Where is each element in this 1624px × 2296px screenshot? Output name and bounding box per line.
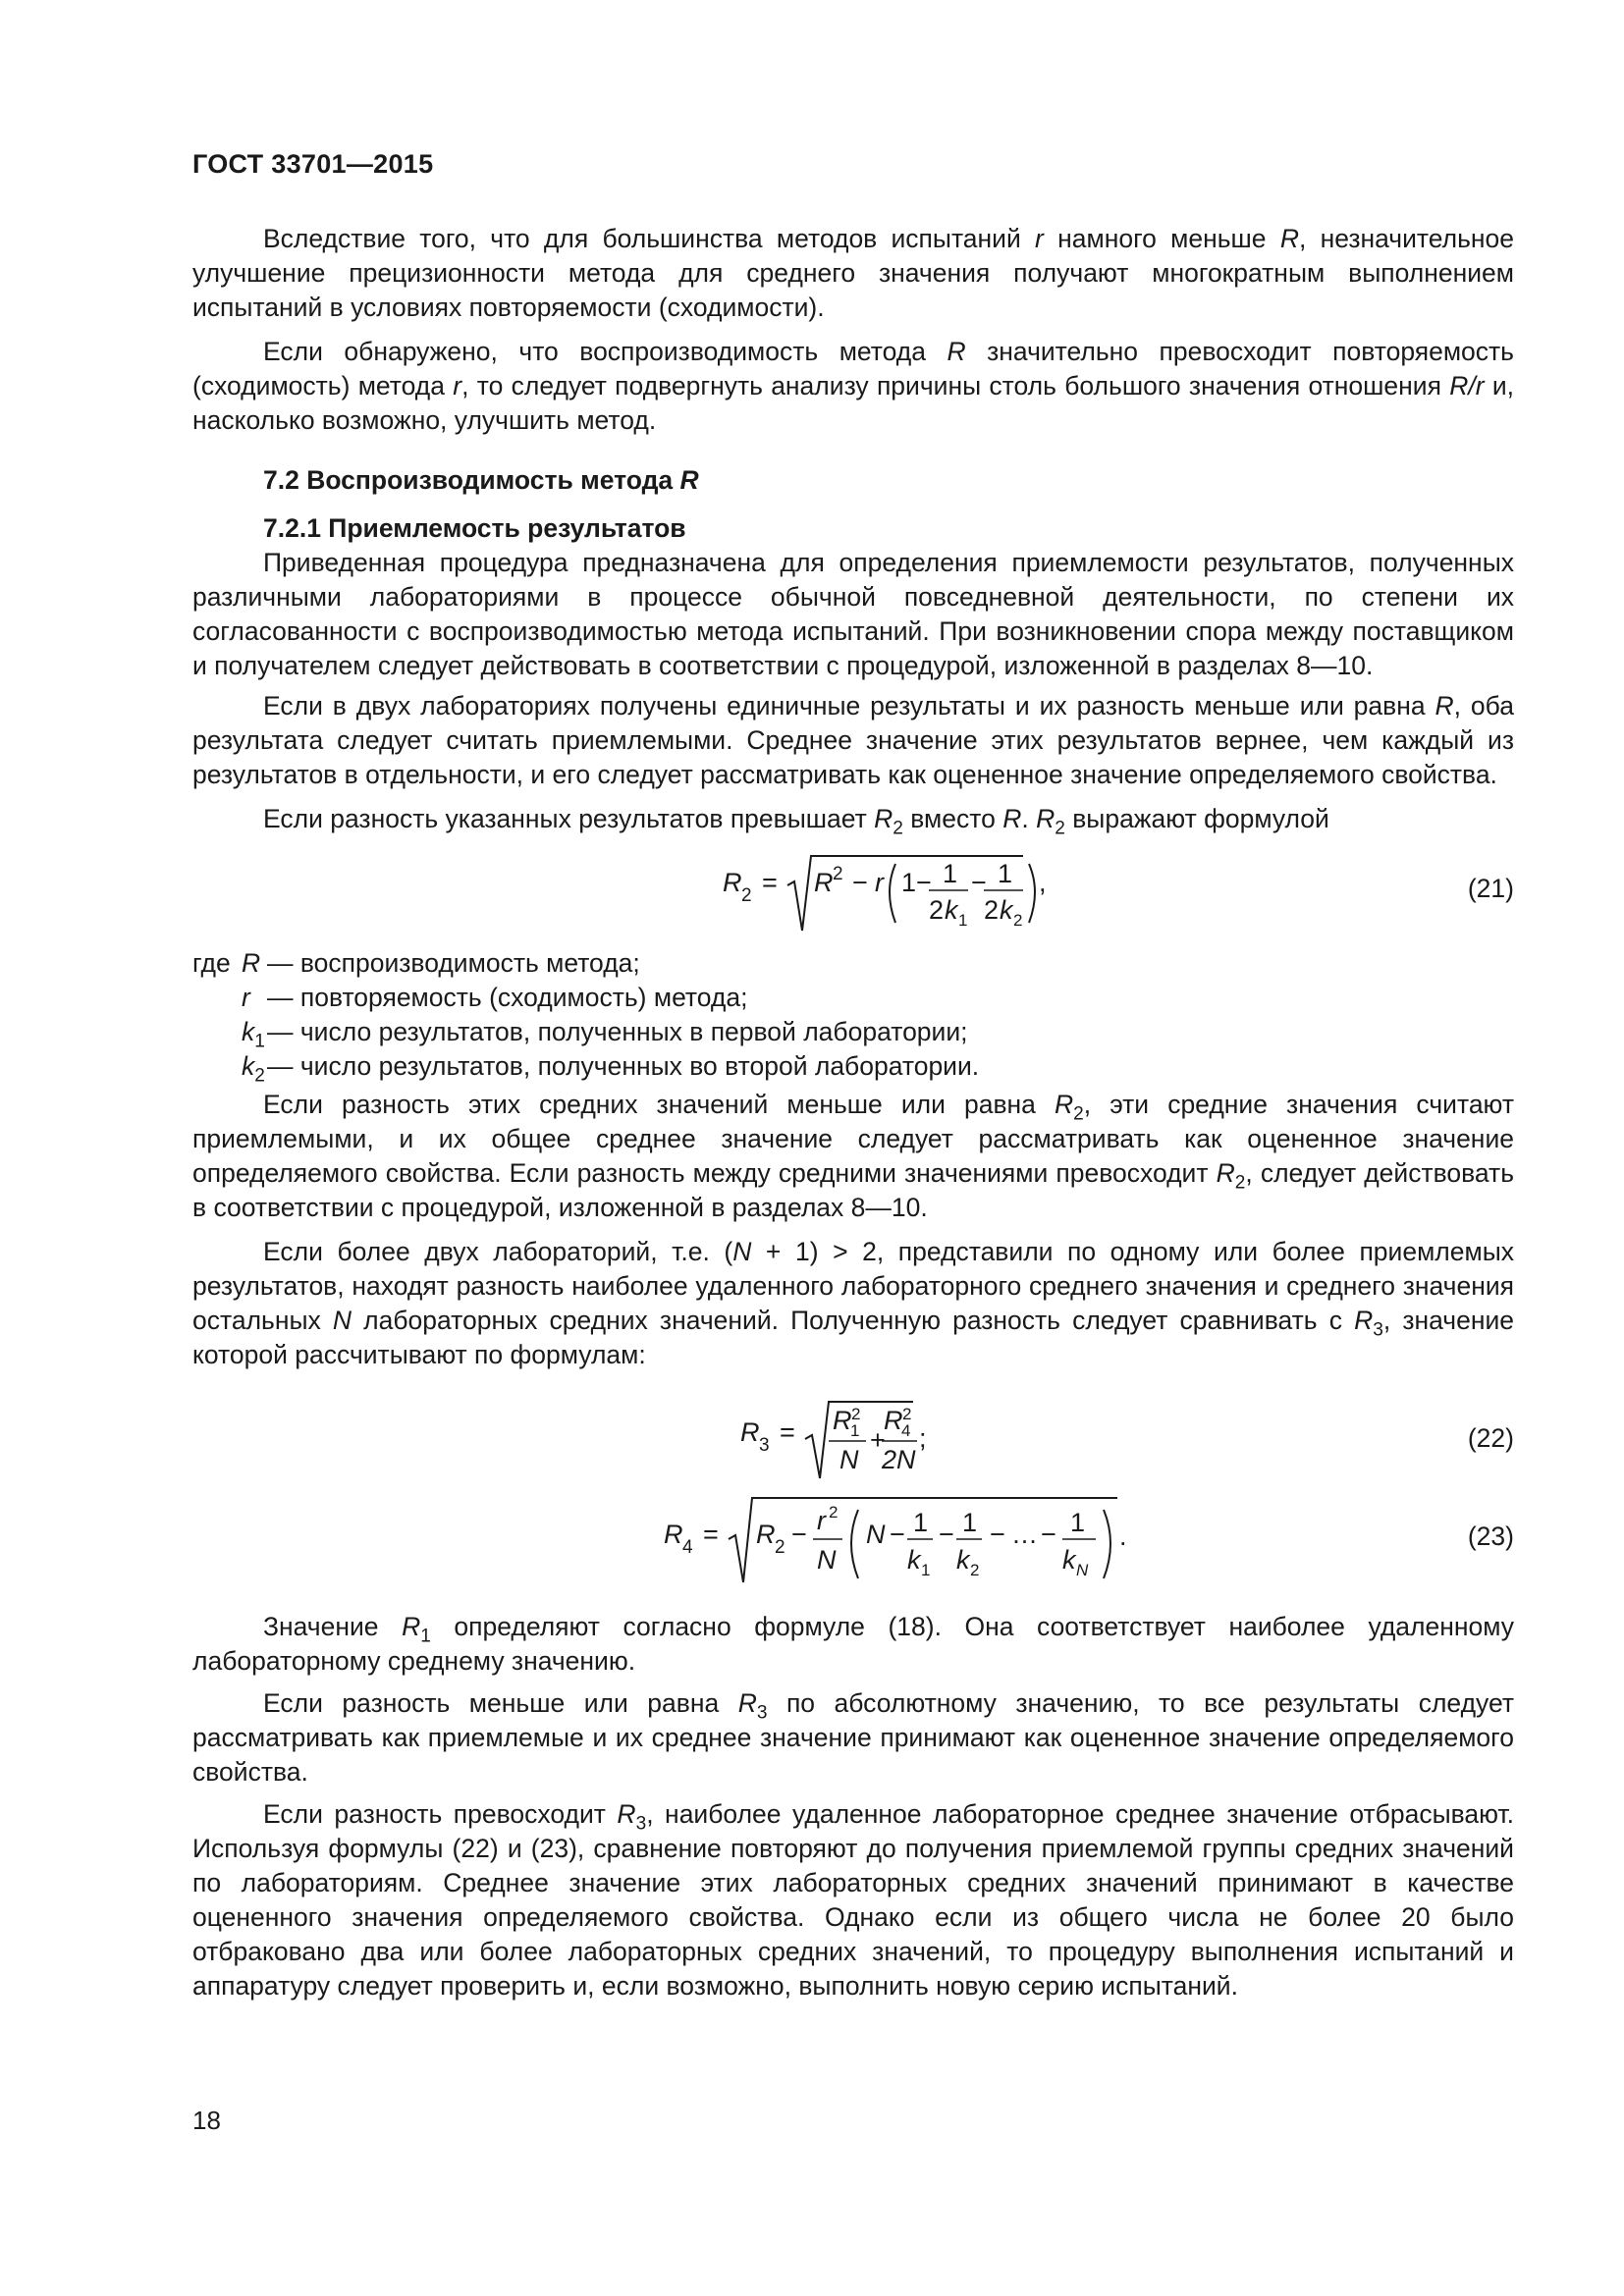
formula-minus: − — [990, 1520, 1005, 1549]
formula-23 — [192, 1492, 1514, 1584]
formula-semicolon: ; — [919, 1423, 927, 1453]
fraction-denominator: 2 — [984, 895, 1000, 925]
definition-row — [192, 1049, 1514, 1087]
fraction-numerator: 1 — [1070, 1508, 1086, 1537]
formula-exponent: 2 — [833, 864, 843, 884]
formula-exponent: 2 — [829, 1503, 839, 1522]
fraction-denominator: 2 — [929, 895, 945, 925]
subsection-heading: 7.2.1 Приемлемость результатов — [263, 513, 686, 543]
left-paren — [851, 1510, 858, 1578]
formula-number: 1 — [901, 868, 917, 897]
formula-equals: = — [703, 1520, 719, 1549]
definition-row — [192, 981, 1514, 1015]
paragraph: Вследствие того, что для большинства методов испытаний r намного меньше R, незначительное улучшение прецизионности метода для среднего значения получают многократным выполнением испытаний в условиях повторяемости (сходимости). — [192, 224, 1514, 322]
formula-sub: 2 — [775, 1537, 785, 1558]
left-paren — [890, 864, 895, 923]
fraction-numerator: R — [884, 1406, 903, 1435]
definition-symbol: $k_2$ — [242, 1051, 265, 1087]
formula-comma: , — [1039, 868, 1047, 897]
fraction-sub: 1 — [958, 911, 968, 930]
fraction-numerator: R — [833, 1406, 852, 1435]
fraction-numerator: 1 — [998, 859, 1013, 888]
formula-minus: − — [916, 868, 932, 897]
fraction-sub: 2 — [1013, 911, 1023, 930]
paragraph: Если разность указанных результатов превышает $R_2$ вместо R. $R_2$ выражают формулой — [263, 804, 1329, 839]
fraction-sub: N — [1076, 1561, 1089, 1579]
formula-minus: − — [852, 868, 868, 897]
definition-symbol: $k_1$ — [242, 1017, 265, 1052]
formula-exponent: 2 — [851, 1405, 861, 1423]
right-paren — [1029, 864, 1035, 923]
formula-minus: − — [939, 1520, 954, 1549]
definition-text: — повторяемость (сходимость) метода; — [267, 983, 748, 1012]
definition-text: — число результатов, полученных во второй лаборатории. — [267, 1051, 980, 1081]
formula-lhs: R — [664, 1520, 683, 1549]
fraction-denominator: 2N — [882, 1445, 916, 1474]
formula-equals: = — [780, 1417, 795, 1447]
paragraph: Значение $R_1$ определяют согласно формуле (18). Она соответствует наиболее удаленному лабораторному среднему значению. — [192, 1612, 1514, 1676]
fraction-sub: 4 — [901, 1421, 911, 1440]
formula-minus: − — [791, 1520, 807, 1549]
fraction-sub: 1 — [921, 1561, 931, 1579]
formula-symbol: R — [756, 1520, 776, 1549]
formula-equals: = — [762, 868, 778, 897]
formula-22 — [192, 1398, 1514, 1482]
formula-ellipsis: … — [1011, 1520, 1038, 1549]
formula-plus: + — [870, 1425, 886, 1455]
formula-exponent: 2 — [902, 1405, 912, 1423]
section-heading: 7.2 Воспроизводимость метода R — [263, 465, 699, 495]
formula-lhs: R — [740, 1417, 760, 1447]
definition-text: — воспроизводимость метода; — [267, 948, 640, 978]
fraction-denominator: k — [1062, 1545, 1076, 1575]
fraction-denominator: N — [817, 1545, 837, 1575]
formula-symbol: N — [866, 1520, 886, 1549]
fraction-numerator: 1 — [962, 1508, 978, 1537]
page-content — [192, 222, 1514, 2003]
fraction-numerator: 1 — [913, 1508, 929, 1537]
fraction-denominator: N — [839, 1445, 859, 1474]
paragraph: Приведенная процедура предназначена для определения приемлемости результатов, полученных различными лабораториями в процессе обычной повседневной деятельности, по степени их согласованности с воспроизводимостью метода испытаний. При возникновении спора между поставщиком и получателем следует действовать в соответствии с процедурой, изложенной в разделах 8—10. — [192, 548, 1514, 680]
fraction-denominator: k — [907, 1545, 921, 1575]
equation-number: (22) — [1467, 1423, 1514, 1453]
paragraph: Если обнаружено, что воспроизводимость метода R значительно превосходит повторяемость (сходимость) метода r, то следует подвергнуть анализу причины столь большого значения отношения R/r и, насколько возможно, улучшить метод. — [192, 337, 1515, 435]
definitions-list — [192, 946, 1514, 1087]
formula-minus: − — [971, 868, 987, 897]
formula-lhs-sub: 4 — [682, 1537, 693, 1558]
equation-number: (21) — [1467, 874, 1514, 903]
paragraph: Если более двух лабораторий, т.е. (N + 1) > 2, представили по одному или более приемлемых результатов, находят разность наиболее удаленного лабораторного среднего значения и среднего значения остальных N лабораторных средних значений. Полученную разность следует сравнивать с $R_3$, значение которой рассчитывают по формулам: — [192, 1237, 1515, 1369]
equation-number: (23) — [1467, 1522, 1514, 1551]
paragraph: Если разность меньше или равна $R_3$ по абсолютному значению, то все результаты следует рассматривать как приемлемые и их среднее значение принимают как оцененное значение определяемого свойства. — [192, 1688, 1514, 1787]
formula-period: . — [1119, 1522, 1127, 1551]
document-header: ГОСТ 33701—2015 — [192, 149, 434, 179]
fraction-denominator: k — [945, 895, 958, 925]
formula-symbol: r — [875, 868, 884, 897]
formula-symbol: R — [814, 868, 834, 897]
formula-minus: − — [890, 1520, 905, 1549]
formula-lhs: R — [723, 868, 742, 897]
fraction-numerator: r — [817, 1506, 826, 1535]
page-number: 18 — [192, 2106, 221, 2135]
paragraph: Если разность этих средних значений меньше или равна $R_2$, эти средние значения считают приемлемыми, и их общее среднее значение следует рассматривать как оцененное значение определяемого свойства. Если разность между средними значениями превосходит $R_2$, следует действовать в соответствии с процедурой, изложенной в разделах 8—10. — [192, 1090, 1514, 1222]
definition-row — [192, 1015, 1514, 1052]
fraction-numerator: 1 — [943, 859, 958, 888]
definition-symbol: R — [242, 948, 261, 978]
definition-text: — число результатов, полученных в первой лаборатории; — [267, 1017, 968, 1046]
fraction-denominator: k — [956, 1545, 970, 1575]
indent — [192, 981, 242, 1015]
formula-lhs-sub: 2 — [741, 885, 752, 906]
fraction-sub: 1 — [850, 1421, 860, 1440]
formula-lhs-sub: 3 — [759, 1435, 770, 1456]
formula-21 — [192, 850, 1514, 934]
definition-row — [192, 946, 1514, 981]
definition-symbol: r — [242, 983, 250, 1012]
paragraph: Если в двух лабораториях получены единичные результаты и их разность меньше или равна R, оба результата следует считать приемлемыми. Среднее значение этих результатов вернее, чем каждый из результатов в отдельности, и его следует рассматривать как оцененное значение определяемого свойства. — [192, 691, 1514, 789]
formula-minus: − — [1041, 1520, 1056, 1549]
paragraph: Если разность превосходит $R_3$, наиболее удаленное лабораторное среднее значение отбрасывают. Используя формулы (22) и (23), сравнение повторяют до получения приемлемой группы средних значений по лабораториям. Среднее значение этих лабораторных средних значений принимают в качестве оцененного значения определяемого свойства. Однако если из общего числа не более 20 было отбраковано два или более лабораторных средних значений, то процедуру выполнения испытаний и аппаратуру следует проверить и, если возможно, выполнить новую серию испытаний. — [192, 1799, 1514, 2001]
indent — [192, 1049, 242, 1084]
fraction-sub: 2 — [970, 1561, 980, 1579]
indent — [192, 1015, 242, 1049]
where-lead: где — [192, 948, 231, 978]
right-paren — [1104, 1510, 1110, 1578]
fraction-denominator: k — [1000, 895, 1013, 925]
